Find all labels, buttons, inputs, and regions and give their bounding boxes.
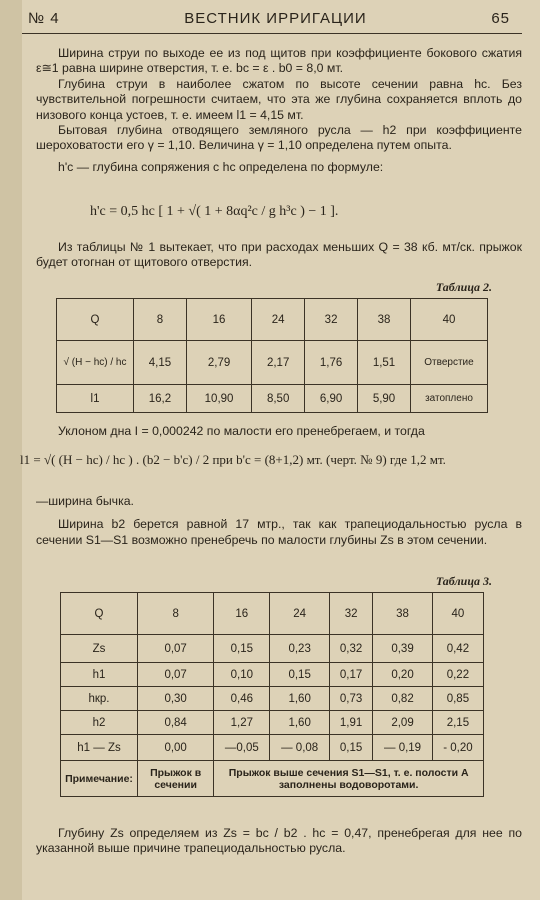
row-label: h1 [61,663,138,687]
header-rule [22,33,522,34]
table-cell: 1,60 [270,687,330,711]
table-3 [60,592,484,797]
table-cell: 0,15 [329,735,372,761]
table-cell: —0,05 [214,735,270,761]
table-header-cell: 32 [305,299,358,341]
paragraph-6: Уклоном дна I = 0,000242 по малости его пренебрегаем, и тогда [58,424,425,438]
table-cell: 0,17 [329,663,372,687]
table-cell: 1,60 [270,711,330,735]
paragraph-2: Глубина струи в наиболее сжатом по высоте сечении равна hс. Без чувствительной погрешности считаем, что эта же глубина сохраняется вплоть до низового конца устоев, т. е. имеем l1 = 4,15 мт. [36,76,522,122]
table-2 [56,298,488,413]
table-cell: 10,90 [186,385,251,413]
journal-title: ВЕСТНИК ИРРИГАЦИИ [184,10,367,27]
table-cell: 2,15 [432,711,483,735]
table-header-cell: 16 [186,299,251,341]
table-cell: 1,27 [214,711,270,735]
table-header-cell: 38 [358,299,411,341]
paragraph-9: Глубину Zs определяем из Zs = bс / b2 . hс = 0,47, пренебрегая для нее по указанной выше причине трапециодальностью русла. [36,826,522,856]
table-cell: 0,73 [329,687,372,711]
table-cell: 2,09 [373,711,433,735]
table-row [57,341,488,385]
table-header-cell: 16 [214,593,270,635]
table-cell: затоплено [411,385,488,413]
table-3-caption: Таблица 3. [435,574,492,588]
table-row [57,385,488,413]
table-cell: 0,22 [432,663,483,687]
table-cell: 2,17 [252,341,305,385]
table-cell: - 0,20 [432,735,483,761]
text-block-1 [36,46,522,175]
table-2-caption: Таблица 2. [435,280,492,294]
text-block-5 [36,826,522,857]
table-row [61,635,484,663]
table-cell: 0,42 [432,635,483,663]
table-cell: 16,2 [134,385,187,413]
note-text: Прыжок выше сечения S1—S1, т. е. полости А заполнены водоворотами. [214,761,484,797]
table-cell: 2,79 [186,341,251,385]
formula-jump-length: l1 = √( (H − hс) / hс ) . (b2 − b'с) / 2 при b'с = (8+1,2) мт. (черт. № 9) где 1,2 мт. [20,452,446,467]
paragraph-4: h'с — глубина сопряжения с hс определена по формуле: [58,159,384,174]
table-header-cell: 24 [270,593,330,635]
table-header-cell: Q [57,299,134,341]
table-cell: 0,32 [329,635,372,663]
paragraph-8: Ширина b2 берется равной 17 мтр., так как трапециодальностью русла в сечении S1—S1 возможно пренебречь по малости глубины Zs в этом сечении. [36,517,522,547]
row-label: l1 [57,385,134,413]
text-block-3 [36,424,522,439]
text-block-2 [36,240,522,271]
table-cell: 0,46 [214,687,270,711]
table-cell: 0,82 [373,687,433,711]
table-cell: 0,07 [138,635,214,663]
paragraph-3: Бытовая глубина отводящего земляного русла — h2 при коэффициенте шероховатости его γ = 1,10. Величина γ = 1,10 определена путем опыта. [36,123,522,153]
table-header-cell: 24 [252,299,305,341]
paragraph-7: —ширина бычка. [36,494,134,508]
row-label: h2 [61,711,138,735]
table-header-cell: 40 [432,593,483,635]
binding-gutter [0,0,22,900]
page-number: 65 [491,10,510,27]
table-header-cell: 32 [329,593,372,635]
table-cell: — 0,08 [270,735,330,761]
row-label: Zs [61,635,138,663]
row-label: √ (H − hс) / hс [57,341,134,385]
table-cell: — 0,19 [373,735,433,761]
table-cell: 4,15 [134,341,187,385]
note-label: Примечание: [61,761,138,797]
table-cell: 0,85 [432,687,483,711]
text-block-4 [36,494,522,548]
table-row [57,299,488,341]
table-cell: 1,91 [329,711,372,735]
table-cell: 0,30 [138,687,214,711]
table-cell: 5,90 [358,385,411,413]
table-row [61,735,484,761]
table-row [61,663,484,687]
paragraph-5: Из таблицы № 1 вытекает, что при расходах меньших Q = 38 кб. мт/ск. прыжок будет отогнан от щитового отверстия. [36,240,522,270]
table-cell: 1,76 [305,341,358,385]
table-header-cell: Q [61,593,138,635]
table-row [61,711,484,735]
table-cell: 0,15 [214,635,270,663]
table-cell: 8,50 [252,385,305,413]
row-label: hкр. [61,687,138,711]
issue-number: № 4 [28,10,60,27]
table-cell: 0,15 [270,663,330,687]
table-cell: 1,51 [358,341,411,385]
table-row [61,593,484,635]
table-header-cell: 8 [138,593,214,635]
table-cell: 0,20 [373,663,433,687]
table-cell: 0,39 [373,635,433,663]
table-header-cell: 38 [373,593,433,635]
formula-conjugate-depth: h'с = 0,5 hс [ 1 + √( 1 + 8αq²с / g h³с ) − 1 ]. [90,204,339,219]
paragraph-1: Ширина струи по выходе ее из под щитов при коэффициенте бокового сжатия ε≅1 равна ширине отверстия, т. е. bс = ε . b0 = 8,0 мт. [36,46,522,76]
table-cell: 0,23 [270,635,330,663]
running-header [28,10,510,27]
table-header-cell: 40 [411,299,488,341]
table-cell: 0,00 [138,735,214,761]
table-note-row [61,761,484,797]
row-label: h1 — Zs [61,735,138,761]
table-cell: 0,07 [138,663,214,687]
table-cell: Отверстие [411,341,488,385]
table-header-cell: 8 [134,299,187,341]
table-row [61,687,484,711]
note-jump: Прыжок в сечении [138,761,214,797]
table-cell: 0,10 [214,663,270,687]
table-cell: 0,84 [138,711,214,735]
table-cell: 6,90 [305,385,358,413]
